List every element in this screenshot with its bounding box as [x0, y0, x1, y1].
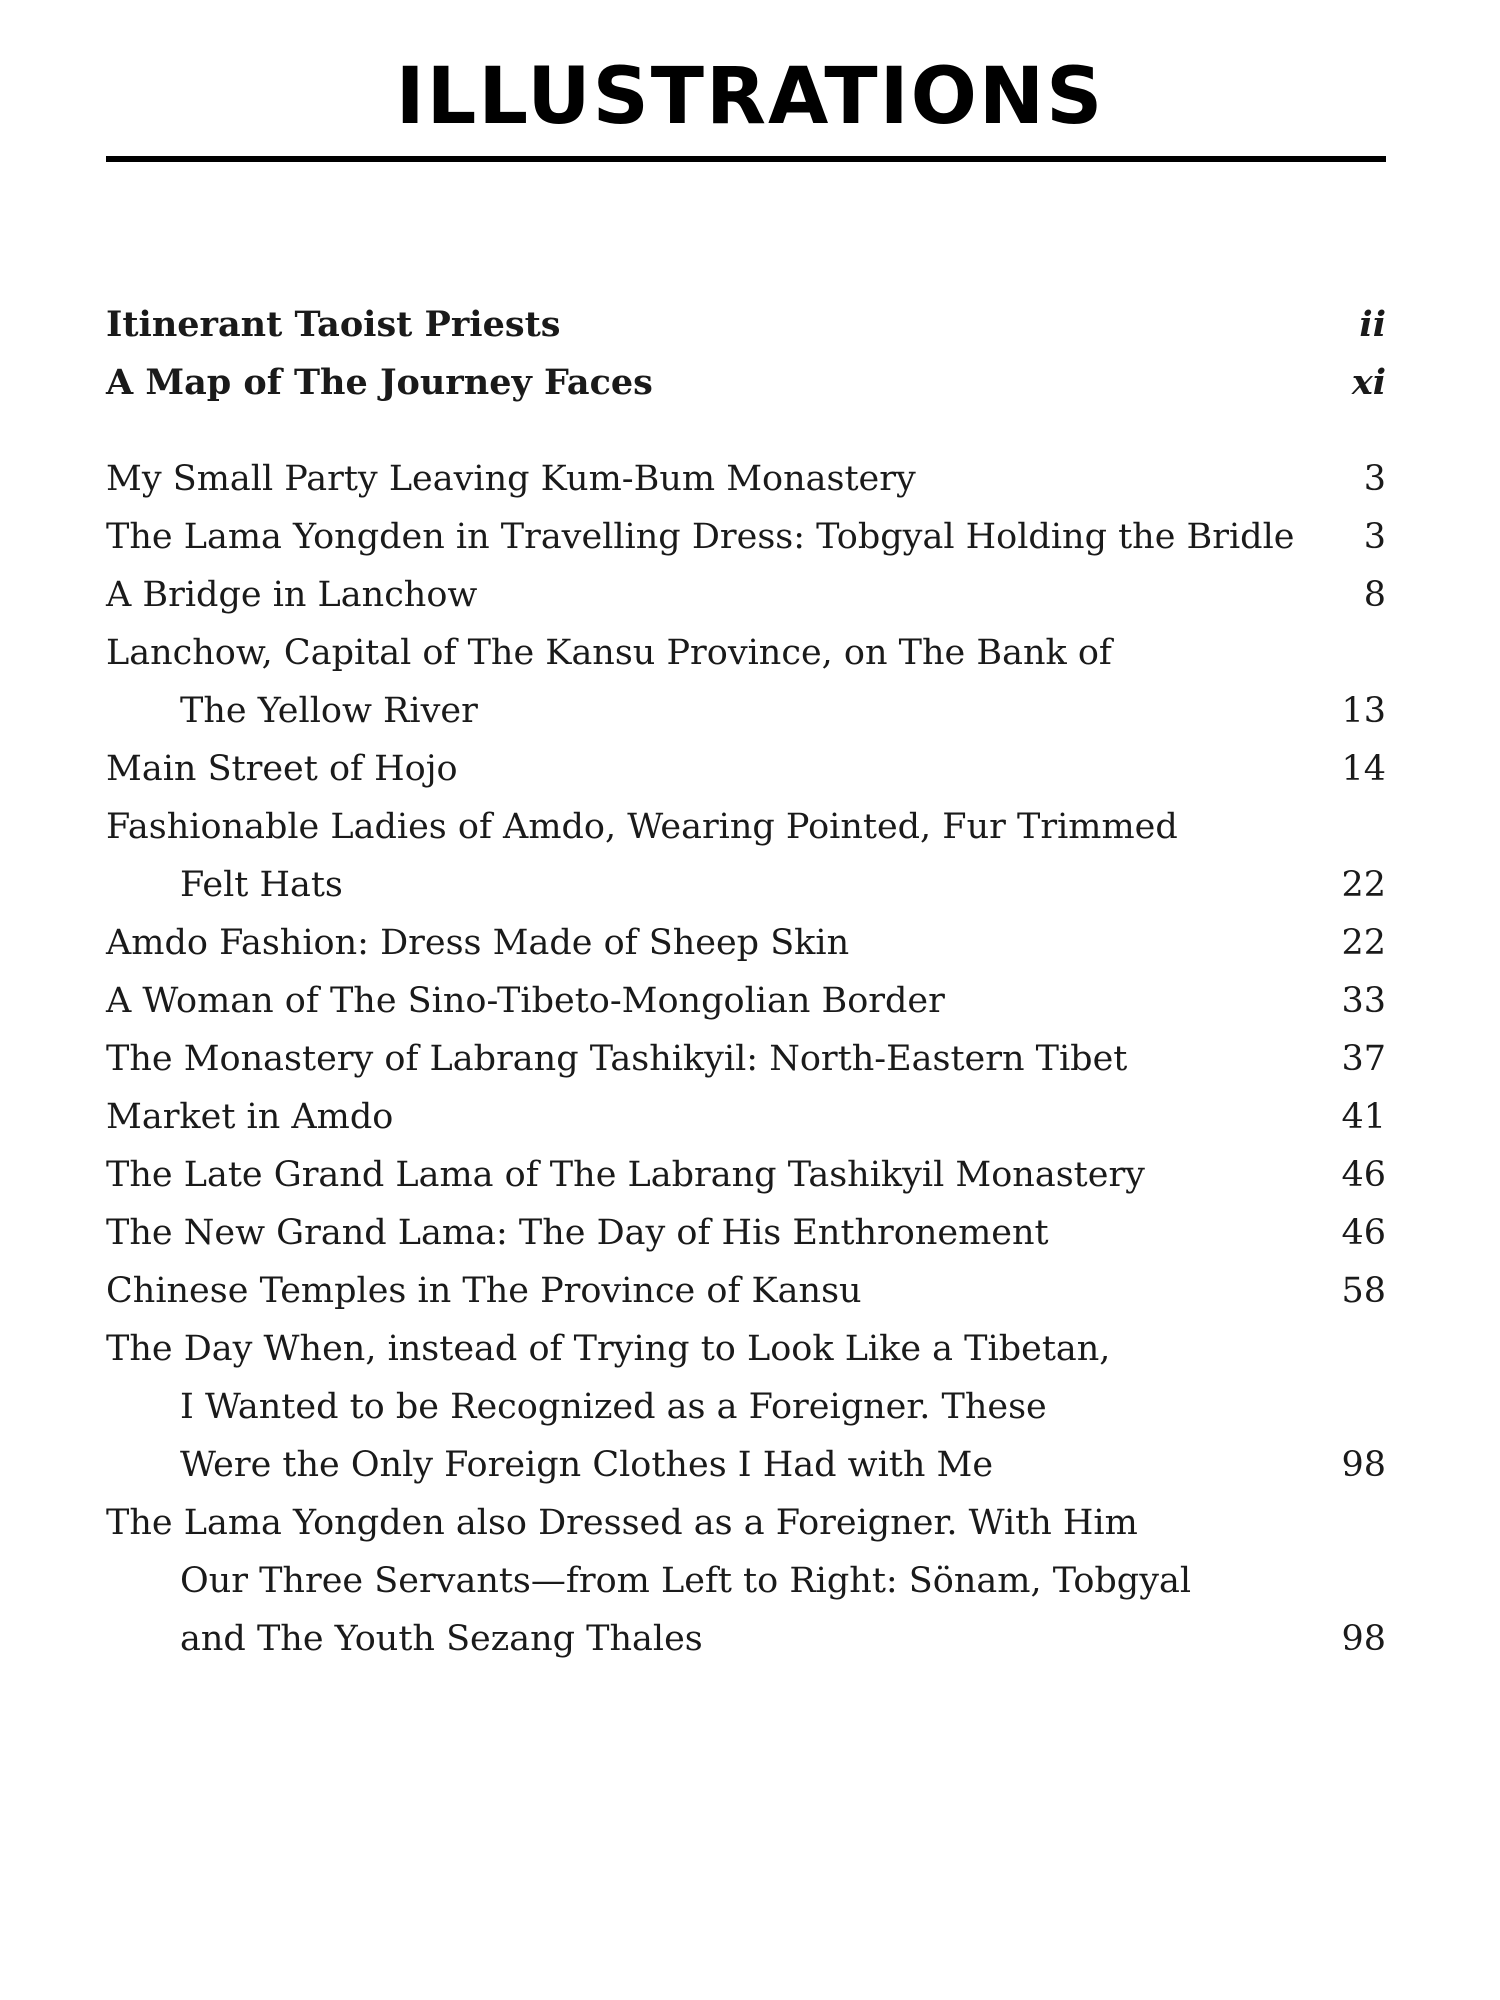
illustration-entry: [106, 1320, 1386, 1494]
page-heading: ILLUSTRATIONS: [395, 52, 1105, 142]
entry-title-line: The Yellow River: [180, 691, 478, 731]
entry-title-line: Main Street of Hojo: [106, 749, 458, 789]
heading-rule: [106, 156, 1386, 162]
illustration-entry: [106, 1146, 1386, 1204]
illustration-entry: [106, 972, 1386, 1030]
entry-page-number: ii: [1359, 304, 1386, 345]
entry-title-line: Were the Only Foreign Clothes I Had with Me: [180, 1445, 994, 1485]
illustration-entry: [106, 914, 1386, 972]
entry-page-number: 98: [1341, 1445, 1386, 1485]
entry-title-line: My Small Party Leaving Kum-Bum Monastery: [106, 459, 916, 499]
entry-title-line: Chinese Temples in The Province of Kansu: [106, 1271, 862, 1311]
illustration-entry: [106, 566, 1386, 624]
entry-title-line: A Woman of The Sino-Tibeto-Mongolian Border: [106, 981, 945, 1021]
entry-page-number: 37: [1341, 1039, 1386, 1079]
illustration-entry: [106, 624, 1386, 740]
illustration-entry: [106, 450, 1386, 508]
entry-page-number: 46: [1341, 1213, 1386, 1253]
entry-title-line: Itinerant Taoist Priests: [106, 304, 561, 345]
illustration-entry: [106, 740, 1386, 798]
entry-page-number: 22: [1341, 865, 1386, 905]
entry-title-line: Felt Hats: [180, 865, 343, 905]
entry-title-line: Amdo Fashion: Dress Made of Sheep Skin: [106, 923, 850, 963]
entry-page-number: 8: [1363, 575, 1386, 615]
illustration-entry: [106, 354, 1386, 412]
entry-title-line: Market in Amdo: [106, 1097, 394, 1137]
entry-page-number: 98: [1341, 1619, 1386, 1659]
entry-page-number: 13: [1341, 691, 1386, 731]
entry-title-line: The Lama Yongden also Dressed as a Foreigner. With Him: [106, 1503, 1138, 1543]
illustration-entry: [106, 1088, 1386, 1146]
illustration-entry: [106, 1204, 1386, 1262]
entry-page-number: xi: [1351, 362, 1386, 403]
entry-title-line: I Wanted to be Recognized as a Foreigner. These: [180, 1387, 1047, 1427]
entry-title-line: A Map of The Journey Faces: [106, 362, 653, 403]
entry-page-number: 3: [1363, 517, 1386, 557]
entry-title-line: A Bridge in Lanchow: [106, 575, 478, 615]
entry-title-line: Fashionable Ladies of Amdo, Wearing Pointed, Fur Trimmed: [106, 807, 1178, 847]
illustration-entry: [106, 798, 1386, 914]
illustration-entry: [106, 1494, 1386, 1668]
illustration-entry: [106, 1262, 1386, 1320]
entry-page-number: 33: [1341, 981, 1386, 1021]
entry-title-line: The Late Grand Lama of The Labrang Tashikyil Monastery: [106, 1155, 1145, 1195]
entry-title-line: Our Three Servants—from Left to Right: Sönam, Tobgyal: [180, 1561, 1192, 1601]
entry-page-number: 22: [1341, 923, 1386, 963]
entry-title-line: The Day When, instead of Trying to Look Like a Tibetan,: [106, 1329, 1111, 1369]
entry-page-number: 58: [1341, 1271, 1386, 1311]
entry-title-line: The New Grand Lama: The Day of His Enthronement: [106, 1213, 1049, 1253]
entry-title-line: and The Youth Sezang Thales: [180, 1619, 703, 1659]
illustration-entry: [106, 1030, 1386, 1088]
entry-page-number: 14: [1341, 749, 1386, 789]
entry-title-line: Lanchow, Capital of The Kansu Province, on The Bank of: [106, 633, 1112, 673]
entry-title-line: The Lama Yongden in Travelling Dress: Tobgyal Holding the Bridle: [106, 517, 1295, 557]
entry-page-number: 41: [1341, 1097, 1386, 1137]
entry-page-number: 46: [1341, 1155, 1386, 1195]
illustration-entry: [106, 508, 1386, 566]
entry-title-line: The Monastery of Labrang Tashikyil: North-Eastern Tibet: [106, 1039, 1128, 1079]
entry-page-number: 3: [1363, 459, 1386, 499]
illustration-entry: [106, 296, 1386, 354]
